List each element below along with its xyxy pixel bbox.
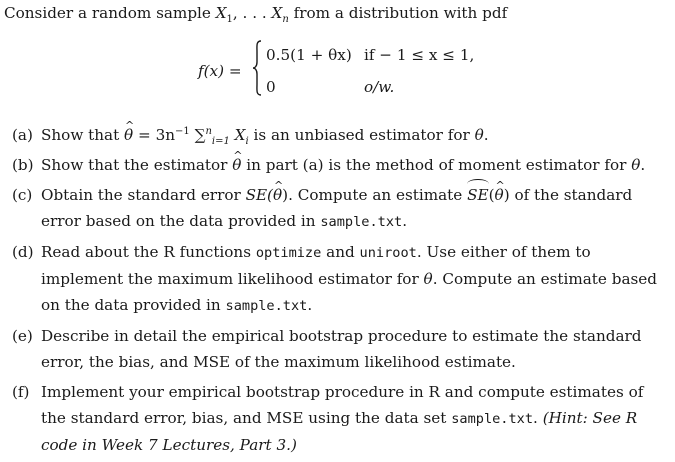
text: Read about the R functions [41,243,256,261]
text: ). [282,186,293,204]
sum-lower: i=1 [211,136,230,148]
question-label-b: (b) [12,156,34,174]
text: and [321,243,360,261]
math-exp: −1 [175,125,190,137]
math-SE: SE( [245,186,273,204]
theta-hat: ^ θ [124,122,133,148]
theta: θ [423,270,433,288]
pdf-lhs: f(x) = [198,62,242,80]
text: Implement your empirical bootstrap procedure in R and compute estimates of the standard error, bias, and MSE using the data set [41,383,644,427]
question-item-c [12,182,672,235]
text: of the standard error based on the data provided in [41,186,633,230]
text: . [483,126,489,144]
math-SE-hat: SE [467,182,489,208]
text: Describe in detail the empirical bootstrap procedure to estimate the standard error, the bias, and MSE of the maximum likelihood estimate. [41,327,642,371]
text: . [533,409,543,427]
text: Obtain the standard error [41,186,246,204]
text: . Use either of them to implement the maximum likelihood estimator for [41,243,591,288]
pdf-case1-cond: if − 1 ≤ x ≤ 1, [364,46,475,64]
filename-sample: sample.txt [320,214,403,230]
text: Compute an estimate [292,186,468,204]
theta: θ [474,126,484,144]
text: . [640,156,646,174]
text: . [402,212,408,230]
math-X: X [229,126,246,144]
sum-symbol: ∑ [189,126,206,144]
theta-hat: ^ θ [273,182,282,208]
intro-sub-1: 1 [226,14,233,26]
text: in part (a) is the method of moment estimator for [241,156,632,174]
text: Show that the estimator [41,156,233,174]
intro-sep: , . . . [232,4,272,22]
pdf-case2-expr: 0 [266,78,276,96]
question-item-d [12,239,672,319]
left-brace-icon [252,40,262,96]
intro-sample-var: X [215,4,227,22]
pdf-definition [198,38,518,100]
theta: θ [631,156,641,174]
theta-hat: ^ θ [232,152,241,178]
hint-text: (Hint: See R code in Week 7 Lectures, Part 3.) [41,409,638,454]
intro-sample-var-n: X [271,4,283,22]
text: ( [488,186,495,204]
code-optimize: optimize [255,245,322,261]
question-item-e [12,323,672,375]
text: Show that [41,126,125,144]
text: ) [503,186,510,204]
filename-sample: sample.txt [225,298,308,314]
intro-lead: Consider a random sample [4,4,216,22]
question-label-c: (c) [12,186,33,204]
sum-upper: n [205,125,212,137]
question-item-b [12,152,672,178]
pdf-case2-cond: o/w. [364,78,395,96]
text: . Compute an estimate based on the data provided in [41,270,658,314]
question-label-e: (e) [12,327,33,345]
question-label-d: (d) [12,243,34,261]
question-item-f [12,379,672,458]
math-sub-i: i [245,136,249,148]
filename-sample: sample.txt [451,411,534,427]
code-uniroot: uniroot [359,245,417,261]
question-list [12,122,672,462]
text: . [307,296,313,314]
text: is an unbiased estimator for [248,126,475,144]
intro-sentence [4,4,508,26]
pdf-case1-expr: 0.5(1 + θx) [266,46,352,64]
intro-tail: from a distribution with pdf [288,4,508,22]
intro-sub-n: n [282,14,289,26]
question-label-f: (f) [12,383,30,401]
question-item-a [12,122,672,148]
theta-hat: ^ θ [495,182,504,208]
question-label-a: (a) [12,126,33,144]
math-3n: = 3n [133,126,176,144]
